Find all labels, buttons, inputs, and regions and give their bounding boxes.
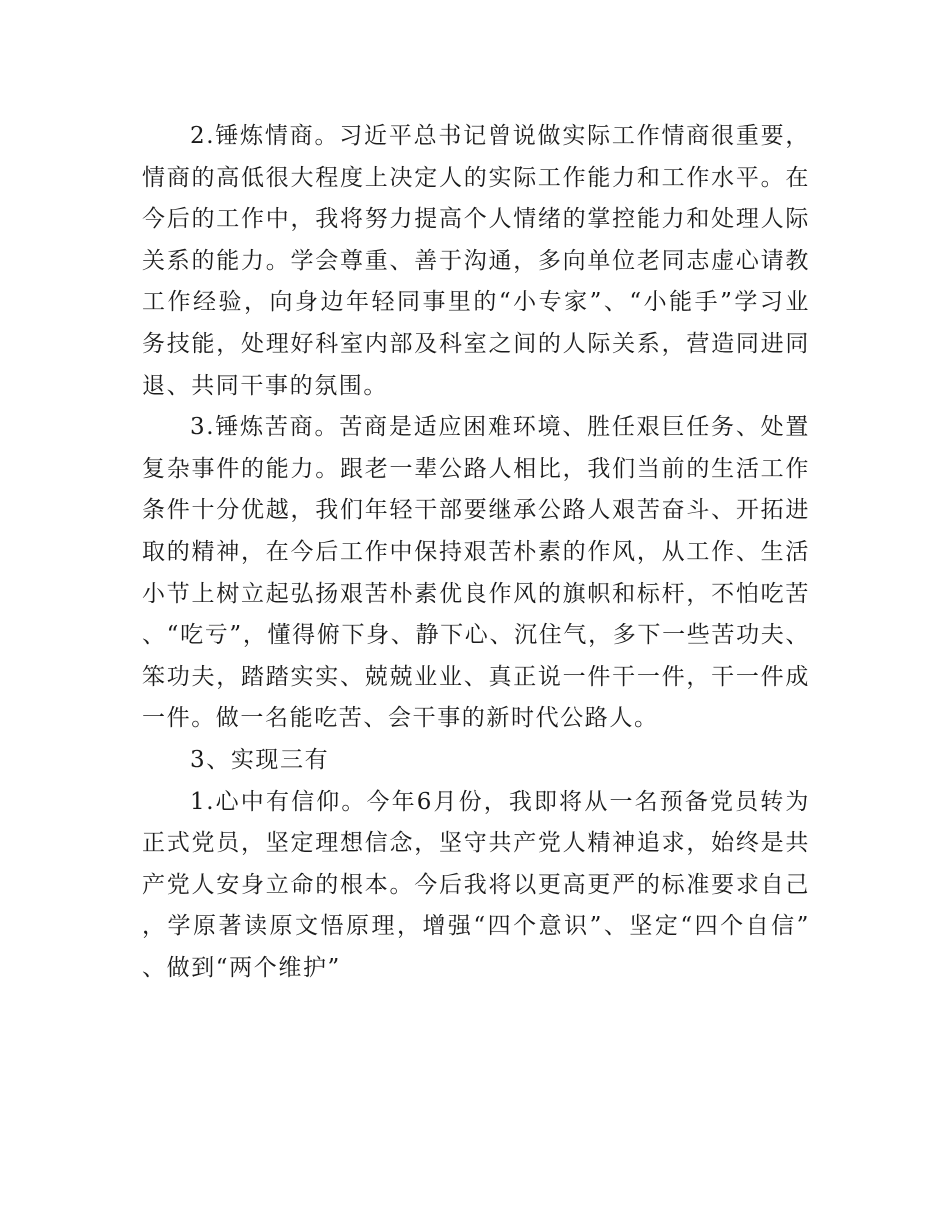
- section-heading-three-haves: 3、实现三有: [190, 746, 330, 773]
- document-body: [142, 116, 810, 989]
- paragraph-faith: 1.心中有信仰。今年6月份，我即将从一名预备党员转为正式党员，坚定理想信念，坚守共产党人精神追求，始终是共产党人安身立命的根本。今后我将以更高更严的标准要求自己，学原著读原文悟原理，增强“四个意识”、坚定“四个自信”、做到“两个维护”: [142, 788, 810, 981]
- paragraph-adversity: 3.锤炼苦商。苦商是适应困难环境、胜任艰巨任务、处置复杂事件的能力。跟老一辈公路人相比，我们当前的生活工作条件十分优越，我们年轻干部要继承公路人艰苦奋斗、开拓进取的精神，在今后工作中保持艰苦朴素的作风，从工作、生活小节上树立起弘扬艰苦朴素优良作风的旗帜和标杆，不怕吃苦、“吃亏”，懂得俯下身、静下心、沉住气，多下一些苦功夫、笨功夫，踏踏实实、兢兢业业、真正说一件干一件，干一件成一件。做一名能吃苦、会干事的新时代公路人。: [142, 414, 810, 732]
- paragraph-eq: 2.锤炼情商。习近平总书记曾说做实际工作情商很重要，情商的高低很大程度上决定人的实际工作能力和工作水平。在今后的工作中，我将努力提高个人情绪的掌控能力和处理人际关系的能力。学会尊重、善于沟通，多向单位老同志虚心请教工作经验，向身边年轻同事里的“小专家”、“小能手”学习业务技能，处理好科室内部及科室之间的人际关系，营造同进同退、共同干事的氛围。: [142, 123, 810, 399]
